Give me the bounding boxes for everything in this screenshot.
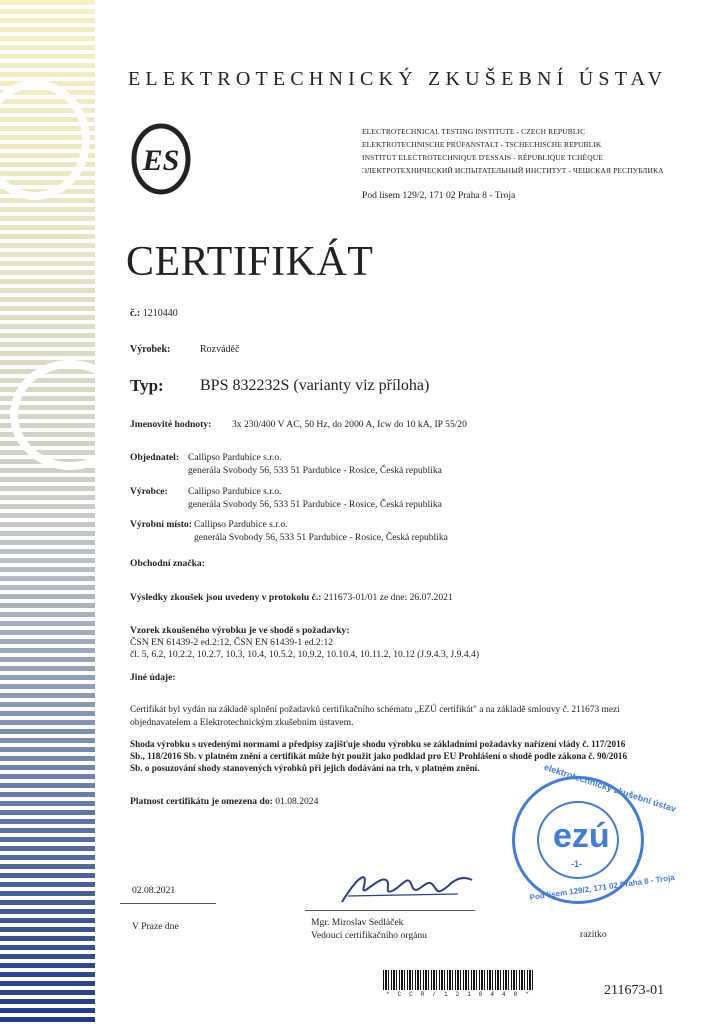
institute-line: INSTITUT ELECTROTECHNIQUE D'ESSAIS - RÉPUBLIQUE TCHÈQUE	[362, 153, 603, 162]
ezu-logo-icon	[130, 122, 192, 196]
results-label: Výsledky zkoušek jsou uvedeny v protokolu č.:	[130, 592, 322, 603]
place-label: V Praze dne	[132, 921, 179, 932]
validity-date: 01.08.2024	[275, 796, 319, 807]
production-site-address: generála Svobody 56, 533 51 Pardubice - Rosice, Česká republika	[194, 532, 448, 543]
other-label: Jiné údaje:	[130, 672, 176, 683]
orderer-address: generála Svobody 56, 533 51 Pardubice - Rosice, Česká republika	[188, 465, 442, 476]
production-site-name: Callipso Pardubice s.r.o.	[194, 519, 288, 530]
compliance-label: Vzorek zkoušeného výrobku je ve shodě s požadavky:	[130, 625, 350, 636]
signature-line	[305, 910, 475, 911]
conformity-paragraph: Sb., 118/2016 Sb. v platném znění a certifikát může být použit jako podklad pro EU Prohlášení o shodě podle zákona č. 90/2016	[130, 751, 628, 761]
stripe-swirl	[0, 80, 90, 200]
stamp-number: -1-	[571, 859, 582, 869]
type-label: Typ:	[130, 376, 164, 395]
results-value: 211673-01/01 ze dne: 26.07.2021	[323, 592, 453, 603]
ratings-label: Jmenovité hodnoty:	[130, 419, 212, 430]
product-label: Výrobek:	[130, 344, 171, 355]
issue-date: 02.08.2021	[132, 885, 176, 896]
issue-paragraph: Certifikát byl vydán na základě splnění požadavků certifikačního schématu „EZÚ certifikát" a na základě smlouvy č. 211673 mezi	[130, 705, 620, 715]
reference-number: 211673-01	[604, 983, 665, 998]
manufacturer-name: Callipso Pardubice s.r.o.	[188, 486, 282, 497]
date-line	[120, 903, 216, 904]
conformity-paragraph: Sb. o posuzování shody stanovených výrobků při jejich dodávání na trh, v platném znění.	[130, 763, 480, 773]
orderer-label: Objednatel:	[130, 452, 180, 463]
manufacturer-label: Výrobce:	[130, 486, 168, 497]
barcode	[383, 970, 535, 990]
institute-line: ЭЛЕКТРОТЕХНИЧЕСКИЙ ИСПЫТАТЕЛЬНЫЙ ИНСТИТУТ - ЧЕШСКАЯ РЕСПУБЛИКА	[362, 166, 664, 175]
production-site-label: Výrobní místo:	[130, 519, 192, 530]
institute-name: ELEKTROTECHNICKÝ ZKUŠEBNÍ ÚSTAV	[128, 68, 668, 90]
official-stamp	[512, 761, 678, 904]
conformity-paragraph: Shoda výrobku s uvedenými normami a předpisy zajišťuje shodu výrobku se základními požadavky nařízení vlády č. 117/2016	[130, 739, 626, 749]
institute-address: Pod lisem 129/2, 171 02 Praha 8 - Troja	[362, 190, 516, 201]
certificate-number: 1210440	[142, 308, 178, 319]
product-value: Rozváděč	[200, 344, 240, 355]
document-title: CERTIFIKÁT	[126, 239, 374, 285]
stamp-label: razítko	[580, 929, 607, 940]
stamp-top-text: elektrotechnický zkušební ústav	[542, 761, 678, 815]
trademark-label: Obchodní značka:	[130, 558, 205, 569]
orderer-name: Callipso Pardubice s.r.o.	[188, 452, 282, 463]
svg-text:ES: ES	[142, 144, 180, 177]
issue-paragraph: objednavatelem a Elektrotechnickým zkušebním ústavem.	[130, 717, 354, 728]
type-value: BPS 832232S (varianty viz příloha)	[200, 377, 430, 394]
signature	[338, 866, 478, 908]
compliance-clauses: čl. 5, 6.2, 10.2.2, 10.2.7, 10.3, 10.4, 10.5.2, 10.9.2, 10.10.4, 10.11.2, 10.12 (J.9.4.3, J.9.4.4)	[130, 649, 480, 660]
ratings-value: 3x 230/400 V AC, 50 Hz, do 2000 A, Icw do 10 kA, IP 55/20	[232, 419, 467, 430]
barcode-text: *CCR/1210440*	[386, 991, 537, 998]
stamp-logo: ezú	[553, 817, 610, 855]
decorative-stripe-band	[0, 0, 95, 1024]
institute-line: ELEKTROTECHNISCHE PRÜFANSTALT - TSCHECHISCHE REPUBLIK	[362, 140, 602, 149]
compliance-standards: ČSN EN 61439-2 ed.2:12, ČSN EN 61439-1 ed.2:12	[130, 637, 334, 648]
signer-role: Vedoucí certifikačního orgánu	[311, 930, 427, 941]
stamp-bottom-text: Pod lisem 129/2, 171 02 Praha 8 - Troja	[529, 872, 676, 903]
signer-name: Mgr. Miroslav Sedláček	[311, 917, 404, 928]
manufacturer-address: generála Svobody 56, 533 51 Pardubice - Rosice, Česká republika	[188, 499, 442, 510]
stripe-swirl	[10, 360, 130, 470]
number-label: č.:	[130, 308, 141, 319]
institute-line: ELECTROTECHNICAL TESTING INSTITUTE - CZECH REPUBLIC	[362, 127, 586, 136]
validity-label: Platnost certifikátu je omezena do:	[130, 796, 273, 807]
